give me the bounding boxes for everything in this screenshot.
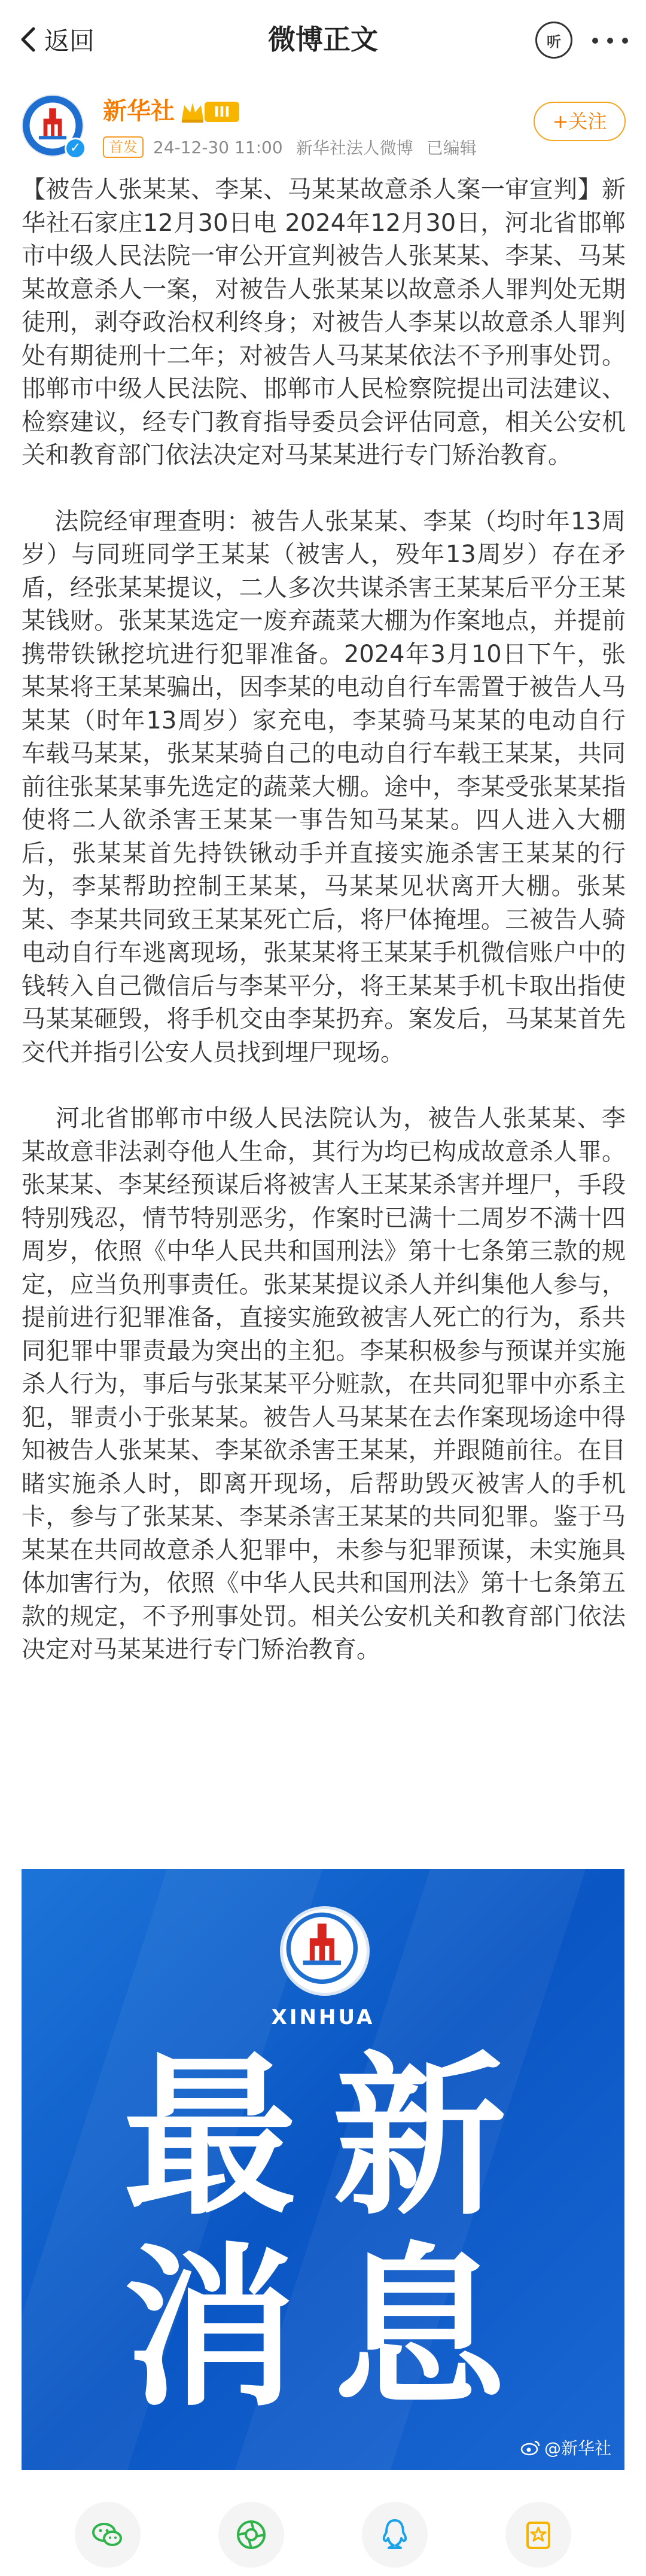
share-qzone-button[interactable]	[505, 2502, 571, 2568]
post-paragraph: 河北省邯郸市中级人民法院认为，被告人张某某、李某故意非法剥夺他人生命，其行为均已构成故意杀人罪。张某某、李某经预谋后将被害人王某某杀害并埋尸，手段特别残忍，情节特别恶劣，作案时已满十二周岁不满十四周岁，依照《中华人民共和国刑法》第十七条第三款的规定，应当负刑事责任。张某某提议杀人并纠集他人参与，提前进行犯罪准备，直接实施致被害人死亡的行为，系共同犯罪中罪责最为突出的主犯。李某积极参与预谋并实施杀人行为，事后与张某某平分赃款，在共同犯罪中亦系主犯，罪责小于张某某。被告人马某某在去作案现场途中得知被告人张某某、李某欲杀害王某某，并跟随前往。在目睹实施杀人时，即离开现场，后帮助毁灭被害人的手机卡，参与了张某某、李某杀害王某某的共同犯罪。鉴于马某某在共同故意杀人犯罪中，未参与犯罪预谋，未实施具体加害行为，依照《中华人民共和国刑法》第十七条第五款的规定，不予刑事处罚。相关公安机关和教育部门依法决定对马某某进行专门矫治教育。	[22, 1105, 626, 1663]
author-row	[0, 90, 646, 167]
crown-icon	[179, 100, 206, 123]
headline-char: 消	[123, 2229, 297, 2430]
post-meta	[103, 135, 490, 159]
verified-badge-icon: ✓	[65, 138, 86, 159]
member-level-badge[interactable]: III	[205, 102, 239, 122]
watermark-text: @新华社	[544, 2438, 611, 2458]
share-wechat-button[interactable]	[75, 2502, 141, 2568]
headline-char: 最	[123, 2037, 297, 2239]
weibo-logo-icon	[520, 2439, 541, 2456]
more-button[interactable]	[592, 24, 628, 57]
first-release-tag: 首发	[103, 136, 144, 158]
listen-button[interactable]	[535, 22, 572, 59]
more-dot-icon	[592, 38, 598, 44]
post-paragraph: 【被告人张某某、李某、马某某故意杀人案一审宣判】新华社石家庄12月30日电 2024年12月30日，河北省邯郸市中级人民法院一审公开宣判被告人张某某、李某、马某某故意杀人一案，对被告人张某某以故意杀人罪判处无期徒刑，剥夺政治权利终身；对被告人李某以故意杀人罪判处有期徒刑十二年；对被告人马某某依法不予刑事处罚。邯郸市中级人民法院、邯郸市人民检察院提出司法建议、检察建议，经专门教育指导委员会评估同意，相关公安机关和教育部门依法决定对马某某进行专门矫治教育。	[22, 176, 626, 469]
moments-icon	[232, 2516, 270, 2554]
back-label: 返回	[44, 26, 95, 56]
post-image[interactable]	[22, 1869, 624, 2470]
share-bar	[0, 2493, 646, 2576]
qq-icon	[376, 2516, 414, 2554]
edited-label[interactable]: 已编辑	[426, 138, 477, 158]
xinhua-logo-text: XINHUA	[271, 2005, 375, 2029]
post-body	[22, 173, 626, 1667]
wechat-icon	[89, 2516, 127, 2554]
follow-button[interactable]: +关注	[534, 102, 626, 141]
post-time: 24-12-30 11:00	[153, 137, 283, 157]
headline-char: 新	[333, 2037, 506, 2239]
post-paragraph: 法院经审理查明：被告人张某某、李某（均时年13周岁）与同班同学王某某（被害人，殁年13周岁）存在矛盾，经张某某提议，二人多次共谋杀害王某某后平分王某某钱财。张某某选定一废弃蔬菜大棚为作案地点，并提前携带铁锹挖坑进行犯罪准备。2024年3月10日下午，张某某将王某某骗出，因李某的电动自行车需置于被告人马某某（时年13周岁）家充电，李某骑马某某的电动自行车载马某某，张某某骑自己的电动自行车载王某某，共同前往张某某事先选定的蔬菜大棚。途中，李某受张某某指使将二人欲杀害王某某一事告知马某某。四人进入大棚后，张某某首先持铁锹动手并直接实施杀害王某某的行为，李某帮助控制王某某，马某某见状离开大棚。张某某、李某共同致王某某死亡后，将尸体掩埋。三被告人骑电动自行车逃离现场，张某某将王某某手机微信账户中的钱转入自己微信后与李某平分，将王某某手机卡取出指使马某某砸毁，将手机交由李某扔弃。案发后，马某某首先交代并指引公安人员找到埋尸现场。	[22, 507, 626, 1066]
post-source: 新华社法人微博	[295, 138, 413, 158]
headline-char: 息	[333, 2229, 506, 2430]
top-nav	[0, 0, 646, 78]
more-dot-icon	[622, 38, 628, 44]
image-watermark	[520, 2435, 611, 2459]
listen-icon: 听	[547, 33, 561, 50]
share-moments-button[interactable]	[218, 2502, 284, 2568]
xinhua-emblem-graphic	[283, 1909, 367, 1993]
page-title: 微博正文	[268, 23, 378, 56]
qzone-icon	[519, 2516, 557, 2554]
share-qq-button[interactable]	[362, 2502, 428, 2568]
xinhua-emblem-icon	[280, 1906, 370, 1996]
author-name[interactable]: 新华社	[103, 97, 175, 125]
more-dot-icon	[607, 38, 613, 44]
